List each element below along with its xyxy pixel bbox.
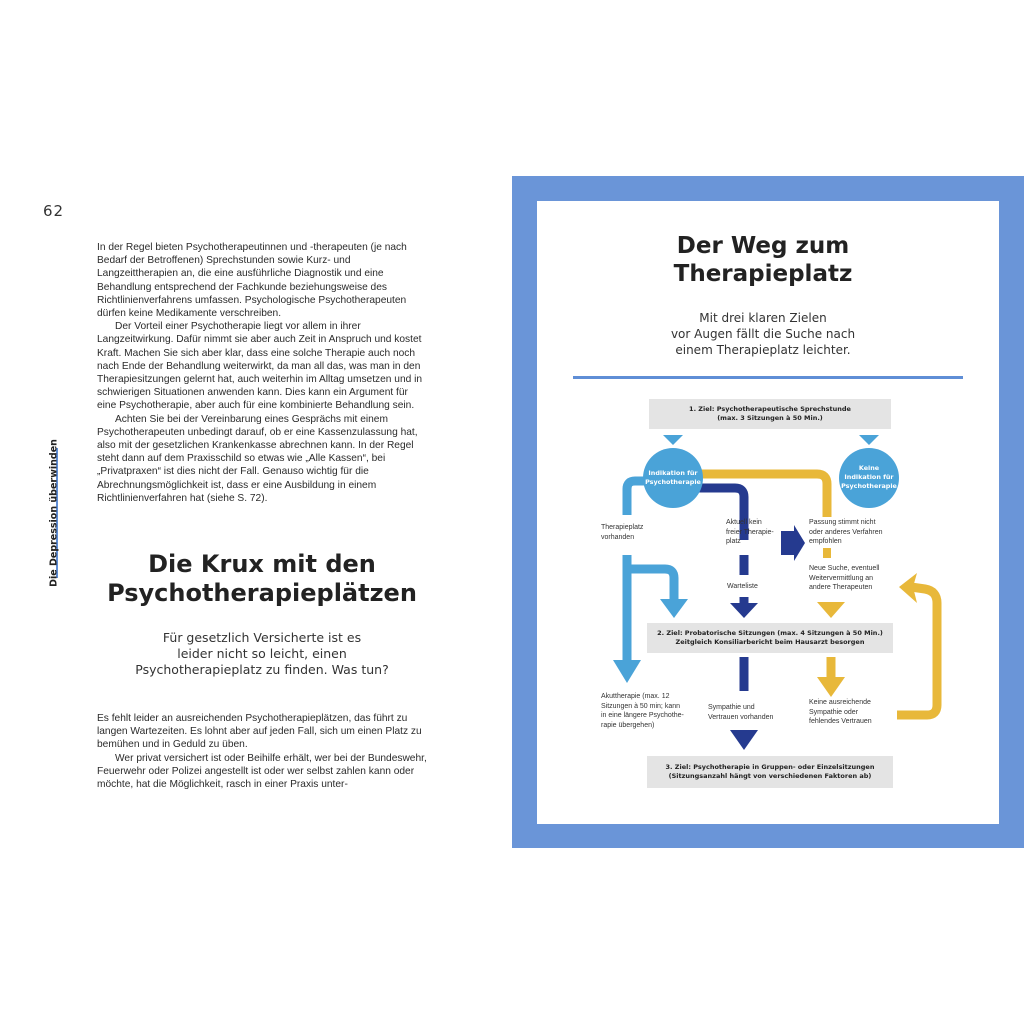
label-line: Vertrauen vorhanden <box>708 713 774 721</box>
label-akuttherapie <box>601 692 684 730</box>
label-line: Sympathie oder <box>809 708 859 716</box>
goal3-box <box>647 756 893 788</box>
subheading-line: Psychotherapieplatz zu finden. Was tun? <box>135 662 389 677</box>
label-warteliste: Warteliste <box>727 583 758 590</box>
subheading-line: leider nicht so leicht, einen <box>177 646 347 661</box>
paragraph: Es fehlt leider an ausreichenden Psychotherapieplätzen, das führt zu langen Wartezeiten. Es lohnt aber auf jeden Fall, sich um einen Platz zu bemühen und in Geduld zu üben. <box>97 713 422 751</box>
section-subheading <box>97 630 427 678</box>
heading-line: Die Krux mit den <box>148 550 376 578</box>
arrow-down-akut-icon <box>613 660 641 683</box>
label-therapieplatz <box>601 523 643 542</box>
label-line: Akuttherapie (max. 12 <box>601 693 670 700</box>
label-line: platz <box>726 538 741 546</box>
title-line: Der Weg zum <box>676 233 850 259</box>
arrow-down-yellow-icon <box>817 602 845 618</box>
infobox-divider <box>573 376 963 379</box>
left-text-block-2 <box>97 712 427 791</box>
no-indication-label <box>839 464 899 491</box>
label-kein-platz <box>726 518 774 547</box>
page-number: 62 <box>43 202 65 220</box>
arrow-down-goal3-icon <box>730 730 758 750</box>
arrow-down-goal2-icon <box>660 599 688 618</box>
side-label-text: Die Depression überwinden <box>48 439 60 587</box>
label-passung <box>809 518 883 547</box>
indication-label <box>643 469 703 487</box>
yellow-connector <box>697 474 827 517</box>
yellow-dash <box>823 548 831 558</box>
label-line: andere Therapeuten <box>809 584 873 592</box>
goal3-line: 3. Ziel: Psychotherapie in Gruppen- oder Einzelsitzungen <box>665 763 875 771</box>
label-line: vorhanden <box>601 533 635 541</box>
circle-line: Keine <box>858 464 880 472</box>
goal1-line: (max. 3 Sitzungen à 50 Min.) <box>717 414 823 422</box>
infobox-title <box>537 232 989 288</box>
left-text-block-1 <box>97 241 427 505</box>
circle-line: Psychotherapie <box>645 478 701 486</box>
goal2-box <box>647 623 893 653</box>
subtitle-line: einem Therapieplatz leichter. <box>675 343 851 357</box>
label-line: Sympathie und <box>708 704 755 711</box>
label-line: oder anderes Verfahren <box>809 528 883 536</box>
subtitle-line: vor Augen fällt die Suche nach <box>670 327 856 341</box>
paragraph: In der Regel bieten Psychotherapeutinnen und -therapeuten (je nach Bedarf der Betroffenen) Sprechstunden sowie Kurz- und Langzeittherapien an, die eine ausführliche Diagnostik und eine Behandlung entsprechend der Fachkunde beziehungsweise des Richtlinienverfahrens umfassen. Psychologische Psychotherapeuten dürfen keine Medikamente verschreiben. <box>97 242 407 320</box>
arrow-down-yellow-lower-icon <box>817 677 845 697</box>
arrow-down-left-icon <box>663 435 683 445</box>
title-line: Therapieplatz <box>673 261 853 287</box>
paragraph: Wer privat versichert ist oder Beihilfe erhält, wer bei der Bundeswehr, Feuerwehr oder Polizei angestellt ist oder wer selbst zahlen kann oder möchte, hat die Möglichkeit, rasch in einer Praxis unter- <box>97 752 427 791</box>
subheading-line: Für gesetzlich Versicherte ist es <box>162 630 362 645</box>
label-line: in eine längere Psychothe- <box>601 712 684 720</box>
flowchart <box>537 385 999 805</box>
heading-line: Psychotherapieplätzen <box>107 579 417 607</box>
goal2-line: 2. Ziel: Probatorische Sitzungen (max. 4 Sitzungen à 50 Min.) <box>657 629 883 637</box>
section-heading <box>97 550 427 608</box>
label-line: empfohlen <box>809 538 842 546</box>
label-line: Sitzungen à 50 min; kann <box>601 702 680 710</box>
label-neue-suche <box>809 564 879 593</box>
light-blue-branch <box>627 569 674 599</box>
goal2-line: Zeitgleich Konsiliarbericht beim Hausarzt besorgen <box>675 638 865 646</box>
circle-line: Indikation für <box>648 469 698 477</box>
goal1-line: 1. Ziel: Psychotherapeutische Sprechstunde <box>689 405 851 413</box>
circle-line: Psychotherapie <box>841 482 897 490</box>
label-line: fehlendes Vertrauen <box>809 718 872 726</box>
arrow-down-right-icon <box>859 435 879 445</box>
label-line: Weitervermittlung an <box>809 574 874 582</box>
label-line: Keine ausreichende <box>809 699 871 706</box>
flowchart-graphics <box>537 385 999 805</box>
label-line: freier Therapie- <box>726 528 774 536</box>
label-sympathie <box>708 703 773 722</box>
side-label <box>40 439 68 587</box>
goal3-line: (Sitzungsanzahl hängt von verschiedenen Faktoren ab) <box>668 772 872 780</box>
label-line: Passung stimmt nicht <box>809 519 876 526</box>
subtitle-line: Mit drei klaren Zielen <box>699 311 827 325</box>
circle-line: Indikation für <box>844 473 894 481</box>
label-line: Aktuell kein <box>726 519 762 526</box>
label-line: Neue Suche, eventuell <box>809 565 880 572</box>
paragraph: Der Vorteil einer Psychotherapie liegt vor allem in ihrer Langzeitwirkung. Dafür nimmt sie aber auch Zeit in Anspruch und kostet Kraft. Machen Sie sich aber klar, dass eine solche Therapie auch noch nach Ende der Behandlung weiterwirkt, da man all das, was man in den Therapiesitzungen gelernt hat, auch weiterhin im Alltag umsetzen und in schwierigen Situationen anwenden kann. Dies kann ein Argument für eine Psychotherapie, aber auch für eine kombinierte Behandlung sein. <box>97 321 423 412</box>
arrow-down-warteliste-icon <box>730 603 758 618</box>
arrow-right-icon <box>781 525 805 561</box>
infobox-subtitle <box>537 310 989 358</box>
label-line: rapie übergehen) <box>601 721 655 729</box>
paragraph: Achten Sie bei der Vereinbarung eines Gesprächs mit einem Psychotherapeuten unbedingt darauf, ob er eine Kassenzulassung hat, also mit der gesetzlichen Krankenkasse abrechnen kann. In der Regel steht dann auf dem Praxisschild so etwas wie „Alle Kassen“, bei „Privatpraxen“ ist dies nicht der Fall. Genauso wichtig für die Abrechnungsmöglichkeit ist, dass er eine Ausbildung in einem Richtlinienverfahren hat (siehe S. 72). <box>97 413 418 504</box>
goal1-box <box>649 399 891 429</box>
label-line: Therapieplatz <box>601 524 644 531</box>
label-keine-sympathie <box>809 698 872 727</box>
yellow-return-loop <box>897 587 937 715</box>
